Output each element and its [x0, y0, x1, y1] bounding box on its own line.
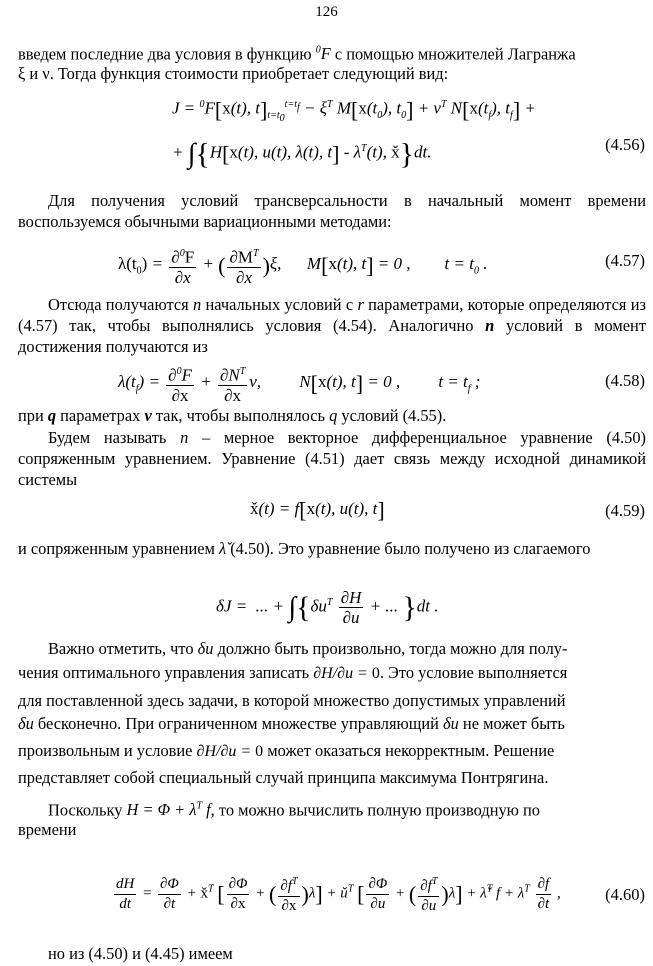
text: Отсюда получаются: [48, 295, 193, 314]
text: не может быть: [458, 714, 565, 733]
text: бесконечно. При ограниченном множестве управляющий: [33, 714, 443, 733]
text: может оказаться некорректным. Решение: [263, 741, 555, 760]
equation-number: (4.57): [605, 251, 645, 270]
text: δu: [443, 714, 459, 733]
paragraph-total-derivative-line-1: Поскольку $H = \Phi + \lambda^T$ f, то можно вычислить полную производную по: [48, 800, 540, 820]
paragraph-intro-line-1: введем последние два условия в функцию $^0$F с помощью множителей Лагранжа: [18, 44, 576, 64]
text: q: [329, 406, 338, 425]
text: . Тогда функция стоимости приобретает следующий вид:: [49, 64, 449, 83]
paragraph-from-equations: но из (4.50) и (4.45) имеем: [48, 944, 233, 963]
paragraph-adjoint: [18, 427, 646, 490]
text: – мерное векторное дифференциальное уравнение (4.50) сопряженным уравнением. Уравнение (4.51) дает связь между исходной динамикой системы: [18, 428, 646, 489]
text: так, чтобы выполнялось: [151, 406, 330, 425]
equation-delta-j: δJ = ... + $\int\{\delta u^T$ $\frac{\partial H}{\partial u}$ + ... }dt .: [216, 588, 439, 627]
text: Важно отметить, что: [48, 639, 198, 658]
text: при: [18, 406, 48, 425]
text: параметрами, которые определяются из (4.57) так, чтобы выполнялись условия (4.54). Аналогично: [18, 295, 646, 335]
equation-4-58: $\lambda(t_f)$ = $\frac{\partial^0F}{\partial x}$ + $\frac{\partial N^T}{\partial x}$ ν, N[x(t), t] = 0 , $t = t_f$ ;: [118, 362, 480, 405]
text: Будем называть: [48, 428, 181, 447]
paragraph-summand: и сопряженным уравнением λ̌ (4.50). Это уравнение было получено из слагаемого: [18, 539, 591, 558]
text: условий в момент достижения получаются из: [18, 316, 646, 356]
text: параметрах: [56, 406, 145, 425]
paragraph-important-line-1: [48, 638, 567, 659]
equation-4-60: $\frac{dH}{dt}$ = $\frac{\partial\Phi}{\partial t}$ + x̌$^T$ [ $\frac{\partial\Phi}{\partial x}$ + ( $\frac{\partial f^T}{\partial x}$ )$\lambda] + ǔ^T$ [ $\frac{\partial\Phi}{\partial u}$ + ( $\frac{\partial f^T}{\partial u}$ )λ] + λ̌$^T$ $f + \lambda^T$ $\frac{\partial f}{\partial t}$ ,: [112, 872, 561, 916]
equation-number: (4.60): [605, 885, 645, 904]
equation-number: (4.59): [605, 501, 645, 520]
equation-number: (4.58): [605, 371, 645, 390]
equation-number: (4.56): [605, 135, 645, 154]
text: чения оптимального управления записать: [18, 663, 314, 682]
equation-4-56-line-1: J = $^0$F[x(t), $t]_{t=t_0}^{t=t_f} - \xi^T$ $M[x(t_0)$, $t_0] + \nu^T$ $N[x(t_f)$, $t_f$] +: [172, 97, 536, 125]
text: δu: [18, 714, 34, 733]
text: ξ и ν: [18, 64, 50, 83]
paragraph-initial-conditions: [18, 294, 646, 357]
text: введем последние два условия в функцию: [18, 44, 316, 64]
paragraph-intro-line-2: [18, 63, 448, 84]
text: . Это условие выполняется: [379, 663, 568, 682]
text: произвольным и условие: [18, 741, 197, 760]
paragraph-important-line-2: чения оптимального управления записать ∂H/∂u = 0. Это условие выполняется: [18, 663, 568, 682]
paragraph-important-line-3: для поставленной здесь задачи, в которой множество допустимых управлений: [18, 691, 566, 710]
equation-4-56-line-2: + ∫{H[x(t), u(t), λ(t), $t] - \lambda^T(t)$, x̌}dt.: [172, 137, 432, 171]
text: n: [192, 295, 202, 314]
text: n: [180, 428, 189, 447]
text: с помощью множителей Лагранжа: [330, 44, 576, 64]
paragraph-transversality: Для получения условий трансверсальности в начальный момент времени воспользуемся обычными вариационными методами:: [18, 191, 646, 231]
text: n: [485, 316, 495, 335]
paragraph-important-line-4: [18, 713, 565, 734]
paragraph-parameters: [18, 405, 446, 426]
paragraph-important-line-5: произвольным и условие ∂H/∂u = 0 может оказаться некорректным. Решение: [18, 741, 555, 760]
text: и сопряженным уравнением: [18, 539, 219, 558]
text: начальных условий с: [201, 295, 358, 314]
text: q: [47, 406, 57, 425]
text: ν: [144, 406, 152, 425]
text: (4.50). Это уравнение было получено из слагаемого: [226, 539, 591, 558]
page-number: 126: [315, 4, 338, 20]
equation-4-57: $\lambda(t_0)$ = $\frac{\partial^0F}{\partial x}$ + ( $\frac{\partial M^T}{\partial x}$ )ξ, M[x(t), t] = 0 , $t = t_0$ .: [118, 244, 487, 287]
text: r: [357, 295, 364, 314]
text: условий (4.55).: [337, 406, 447, 425]
text: , то можно вычислить полную производную по: [210, 800, 540, 820]
text: должно быть произвольно, тогда можно для полу-: [213, 639, 568, 658]
text: δu: [197, 639, 214, 658]
paragraph-total-derivative-line-2: времени: [18, 820, 77, 839]
text: Поскольку: [48, 800, 127, 820]
equation-4-59: x̌(t) = f[x(t), u(t), t]: [250, 497, 385, 523]
paragraph-important-line-6: представляет собой специальный случай принципа максимума Понтрягина.: [18, 768, 549, 787]
